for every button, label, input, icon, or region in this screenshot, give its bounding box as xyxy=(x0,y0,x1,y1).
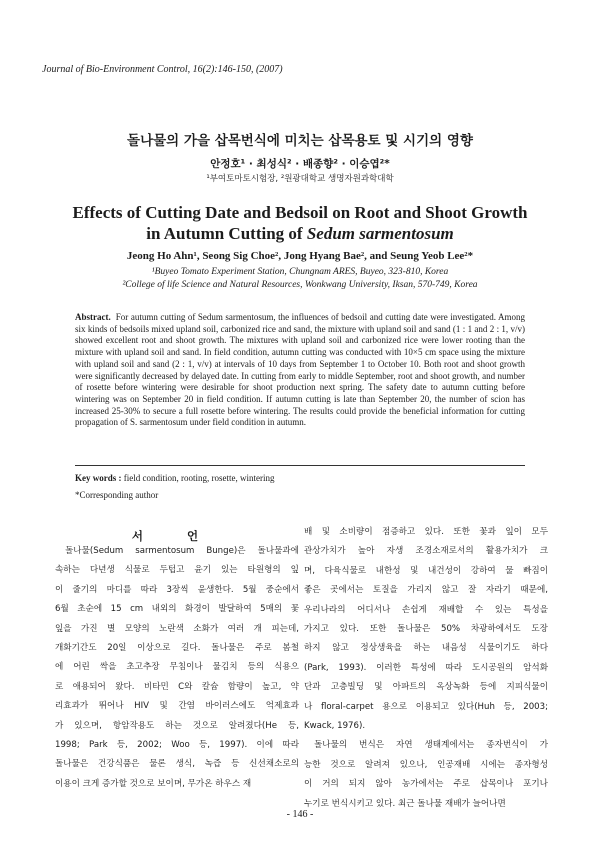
text-line: 누기로 번식시키고 있다. 최근 돌나물 재배가 늘어나면 xyxy=(304,798,506,809)
text-line: 하지 않고 정상생육을 하는 내음성 식물이기도 하다 xyxy=(304,643,548,654)
keywords-line xyxy=(75,473,274,483)
text-line: 에 어린 싹을 초고추장 무침이나 물김치 등의 식용으 xyxy=(55,662,299,673)
text-line: 이 줄기의 마디를 따라 3장씩 윤생한다. 5월 중순에서 xyxy=(55,584,299,595)
korean-authors: 안정호¹ · 최성식² · 배종향² · 이승엽²* xyxy=(210,158,390,170)
english-affiliation-1: ¹Buyeo Tomato Experiment Station, Chungnam ARES, Buyeo, 323-810, Korea xyxy=(151,267,449,277)
left-column xyxy=(55,542,299,794)
text-line: 잎을 가진 별 모양의 노란색 소화가 여러 개 피는데, xyxy=(55,623,299,634)
abstract-divider xyxy=(75,465,525,466)
english-authors: Jeong Ho Ahn¹, Seong Sig Choe², Jong Hyang Bae², and Seung Yeob Lee²* xyxy=(126,250,474,262)
text-line: 이용이 크게 증가할 것으로 보이며, 무가온 하우스 재 xyxy=(55,778,252,789)
text-line: 이 거의 되지 않아 농가에서는 주로 삽목이나 포기나 xyxy=(304,779,548,790)
korean-affiliations: ¹부여토마토시험장, ²원광대학교 생명자원과학대학 xyxy=(206,174,394,184)
page-number: - 146 - xyxy=(286,809,314,820)
text-line: 리효과가 뛰어나 HIV 및 간염 바이러스에도 억제효과 xyxy=(55,701,299,712)
abstract-label: Abstract. xyxy=(75,312,111,322)
text-line: 돌나물은 건강식품은 물론 생식, 녹즙 등 신선채소로의 xyxy=(55,759,299,770)
text-line: 배 및 소비량이 점증하고 있다. 또한 꽃과 잎이 모두 xyxy=(304,527,548,537)
journal-citation: Journal of Bio-Environment Control, 16(2):146-150, (2007) xyxy=(42,64,283,75)
text-line: 개화기간도 20일 이상으로 길다. 돌나물은 주로 봄철 xyxy=(55,643,299,654)
text-line: 관상가치가 높아 자생 조경소재로서의 활용가치가 크 xyxy=(304,546,548,557)
section-heading-introduction: 서 언 xyxy=(131,529,219,543)
keywords-label: Key words : xyxy=(75,473,122,483)
english-title xyxy=(0,202,600,244)
text-line: 로 애용되어 왔다. 비타민 C와 칼슘 함량이 높고, 약 xyxy=(55,681,299,692)
text-line: 1998; Park 등, 2002; Woo 등, 1997). 이에 따라 xyxy=(55,740,299,751)
english-title-line2 xyxy=(0,223,600,244)
text-line: Kwack, 1976). xyxy=(304,721,366,732)
corresponding-author-note: *Corresponding author xyxy=(75,490,159,500)
text-line: 단과 고층빌딩 및 아파트의 옥상녹화 등에 지피식물이 xyxy=(304,682,548,693)
text-line: 속하는 다년생 식물로 두텁고 윤기 있는 타원형의 잎 xyxy=(55,565,299,576)
keywords-text: field condition, rooting, rosette, wintering xyxy=(123,473,275,483)
abstract xyxy=(75,312,525,429)
korean-title: 돌나물의 가을 삽목번식에 미치는 삽목용토 및 시기의 영향 xyxy=(127,133,473,149)
english-title-species: Sedum sarmentosum xyxy=(306,224,454,243)
english-affiliation-2: ²College of life Science and Natural Resources, Wonkwang University, Iksan, 570-749, Korea xyxy=(122,280,478,290)
right-column xyxy=(304,523,548,814)
abstract-text: For autumn cutting of Sedum sarmentosum, the influences of bedsoil and cutting date were investigated. Among six kinds of bedsoils mixed upland soil, carbonized rice and sand, the mixture with upland soil and sand (1 : 1 and 2 : 1, v/v) showed excellent root and shoot growth. The mixtures with upland soil and carbonized rice were lower rooting than the mixture with upland soil and sand. In field condition, autumn cutting was conducted with 10×5 cm space using the mixture with upland soil and sand (2 : 1, v/v) at intervals of 10 days from September 1 to October 10. Both root and shoot growth were significantly decreased by delayed date. In cutting from early to middle September, root and shoot growth, and number of rosette before wintering were desirable for shoot production next spring. The safety date to autumn cutting before wintering was on September 20 in field condition. If autumn cutting is late than September 20, the number of scion has increased 25-30% to secure a full rosette before wintering. The results could provide the beneficial information for cutting propagation of S. sarmentosum under field condition in autumn. xyxy=(75,312,526,428)
english-title-line2-prefix: in Autumn Cutting of xyxy=(146,224,307,243)
text-line: 돌나물(Sedum sarmentosum Bunge)은 돌나물과에 xyxy=(65,546,299,556)
text-line: 좋은 곳에서는 토질을 가리지 않고 잘 자라기 때문에, xyxy=(304,585,548,596)
english-title-line1: Effects of Cutting Date and Bedsoil on Root and Shoot Growth xyxy=(72,203,528,222)
text-line: 가지고 있다. 또한 돌나물은 50% 차광하에서도 도장 xyxy=(304,624,548,635)
text-line: 우리나라의 어디서나 손쉽게 재배할 수 있는 특성을 xyxy=(304,604,548,615)
text-line: 가 있으며, 항암작용도 하는 것으로 알려졌다(He 등, xyxy=(55,720,299,731)
text-line: 능한 것으로 알려져 있으나, 인공재배 시에는 종자형성 xyxy=(304,759,548,770)
text-line: 며, 다육식물로 내한성 및 내건성이 강하여 물 빠짐이 xyxy=(304,565,548,576)
text-line: (Park, 1993). 이러한 특성에 따라 도시공원의 암석화 xyxy=(304,662,548,673)
text-line: 6월 초순에 15 cm 내외의 화경이 발달하여 5매의 꽃 xyxy=(55,604,299,615)
text-line: 나 floral-carpet 용으로 이용되고 있다(Huh 등, 2003; xyxy=(304,701,548,712)
text-line: 돌나물의 번식은 자연 생태계에서는 종자번식이 가 xyxy=(314,740,548,751)
